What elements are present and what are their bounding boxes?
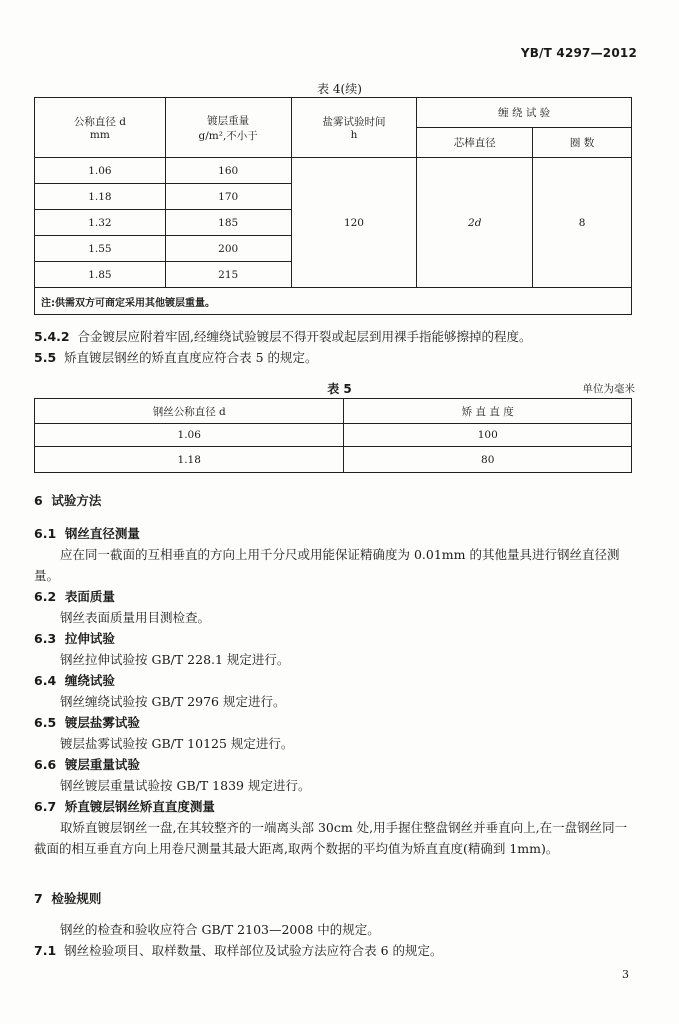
table5-unit: 单位为毫米 — [582, 383, 635, 395]
header-salt-spray: 盐雾试验时间 h — [291, 98, 417, 158]
header-diameter: 公称直径 d mm — [35, 98, 166, 158]
section-7: 7 检验规则 钢丝的检查和验收应符合 GB/T 2103—2008 中的规定。 7.1 钢丝检验项目、取样数量、取样部位及试验方法应符合表 6 的规定。 — [34, 891, 443, 958]
turns-value: 8 — [533, 158, 632, 288]
clauses-5: 5.4.2 合金镀层应附着牢固,经缠绕试验镀层不得开裂或起层到用裸手指能够擦掉的程度。 5.5 矫直镀层钢丝的矫直直度应符合表 5 的规定。 — [34, 329, 532, 365]
table-row: 1.32 185 — [35, 210, 632, 236]
table-row: 1.85 215 — [35, 262, 632, 288]
table4-note: 注:供需双方可商定采用其他镀层重量。 — [35, 288, 632, 315]
header-straightness: 矫 直 直 度 — [344, 399, 632, 424]
table-row: 1.06 100 — [35, 424, 632, 447]
header-coating-weight: 镀层重量 g/m²,不小于 — [165, 98, 291, 158]
standard-number: YB/T 4297—2012 — [520, 46, 637, 60]
mandrel-value: 2d — [417, 158, 533, 288]
table-row: 1.18 80 — [35, 447, 632, 473]
page-number: 3 — [622, 968, 629, 981]
header-diameter: 钢丝公称直径 d — [35, 399, 344, 424]
header-wrap-test: 缠 绕 试 验 — [417, 98, 632, 128]
table-row: 1.06 160 120 2d 8 — [35, 158, 632, 184]
table-4 — [34, 97, 632, 315]
table5-title: 表 5 — [327, 382, 352, 396]
table-5 — [34, 398, 632, 473]
header-mandrel: 芯棒直径 — [417, 128, 533, 158]
section-6: 6 试验方法 6.1 钢丝直径测量 应在同一截面的互相垂直的方向上用千分尺或用能保证精确度为 0.01mm 的其他量具进行钢丝直径测量。 6.2 表面质量 钢丝表面质量用目测检查。 6.3 拉伸试验 钢丝拉伸试验按 GB/T 228.1 规定进行。 6.4 缠绕试验 钢丝缠绕试验按 GB/T 2976 规定进行。 6.5 镀层盐雾试验 镀层盐雾试验按 GB/T 10125 规定进行。 6.6 镀层重量试验 钢丝镀层重量试验按 GB/T 1839 规定进行。 6.7 矫直镀层钢丝矫直直度测量 取矫直镀层钢丝一盘,在其较整齐的一端离头部 30cm 处,用手握住整盘钢丝并垂直向上,在一盘钢丝同一截面的相互垂直方向上用卷尺测量其最大距离,取两个数据的平均值为矫直直度(精确到 1mm)。 — [34, 493, 628, 856]
table-row: 1.55 200 — [35, 236, 632, 262]
header-turns: 圈 数 — [533, 128, 632, 158]
salt-value: 120 — [291, 158, 417, 288]
table-row: 1.18 170 — [35, 184, 632, 210]
table4-caption: 表 4(续) — [317, 82, 362, 96]
